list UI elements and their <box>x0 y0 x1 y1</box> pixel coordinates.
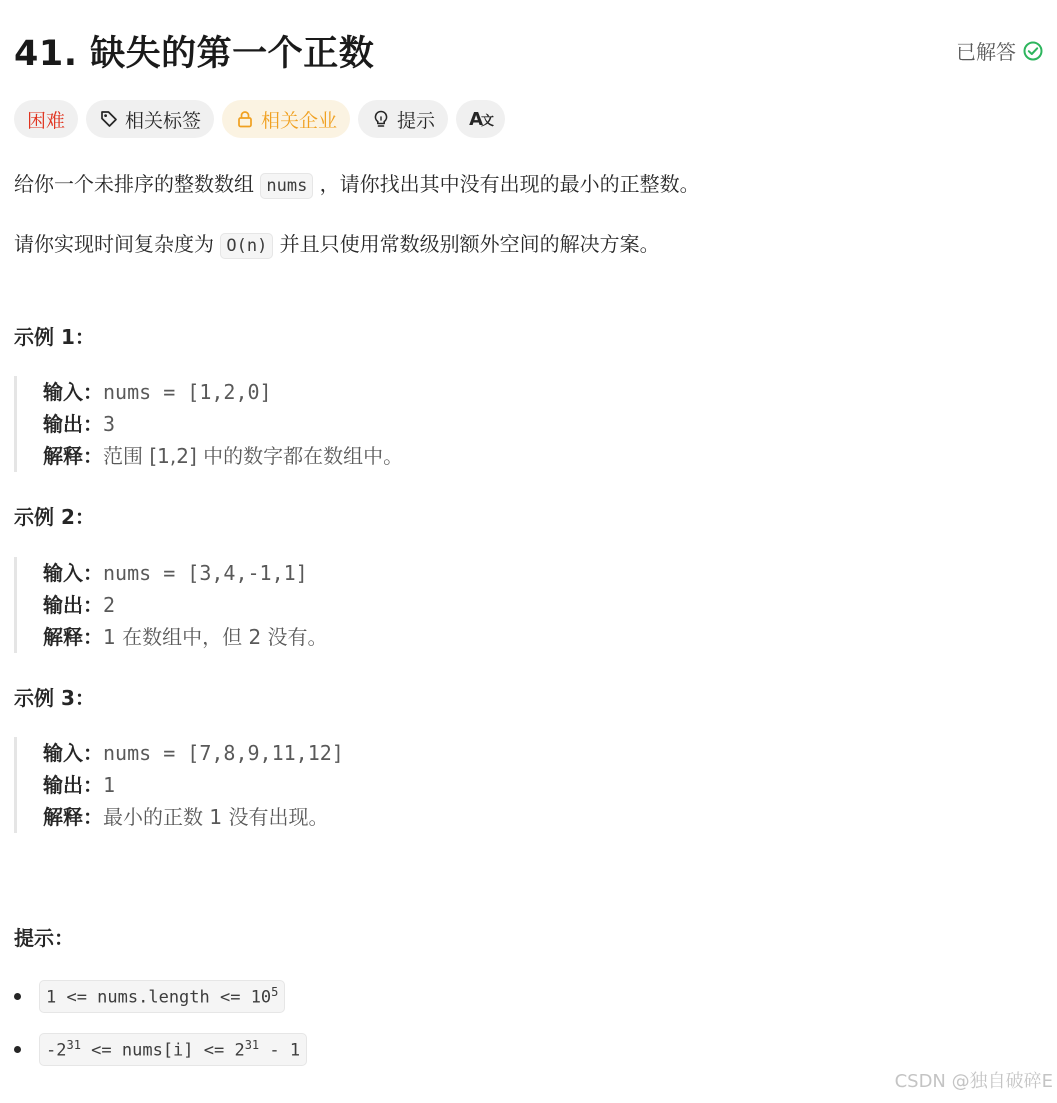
input-label: 输入： <box>43 561 103 585</box>
constraints-title: 提示： <box>14 926 74 950</box>
lock-icon <box>235 109 255 129</box>
bullet-icon <box>14 1046 21 1053</box>
solved-status <box>956 36 1044 65</box>
problem-title[interactable]: 41. 缺失的第一个正数 <box>14 34 375 74</box>
translate-label: A <box>469 108 481 130</box>
output-label: 输出： <box>43 412 103 436</box>
example-title: 示例 2： <box>14 505 95 529</box>
example-explanation-value: 1 在数组中，但 2 没有。 <box>103 625 328 649</box>
description-paragraph-2 <box>14 228 660 257</box>
description-text: 请你实现时间复杂度为 <box>14 232 214 256</box>
hint-button[interactable] <box>358 100 448 138</box>
example-explanation-row <box>43 621 943 653</box>
example-output-row <box>43 408 943 440</box>
bullet-icon <box>14 993 21 1000</box>
problem-description <box>14 0 1044 1061</box>
description-text: 并且只使用常数级别额外空间的解决方案。 <box>279 232 660 256</box>
example-input-value: nums = [3,4,-1,1] <box>103 561 308 585</box>
problem-header <box>14 0 1044 100</box>
constraint-exponent: 31 <box>66 1038 81 1052</box>
example-block <box>14 557 943 653</box>
inline-code: nums <box>260 173 313 199</box>
output-label: 输出： <box>43 773 103 797</box>
difficulty-badge <box>14 100 78 138</box>
example-input-value: nums = [1,2,0] <box>103 380 272 404</box>
example-input-value: nums = [7,8,9,11,12] <box>103 741 344 765</box>
example-input-row <box>43 737 943 769</box>
tag-bar <box>14 100 505 138</box>
example-output-value: 1 <box>103 773 116 797</box>
example-block <box>14 737 943 833</box>
explanation-label: 解释： <box>43 444 103 468</box>
check-circle-icon <box>1022 40 1044 62</box>
example-input-row <box>43 557 943 589</box>
topics-tag-label: 相关标签 <box>125 109 202 132</box>
constraint-text: - 1 <box>259 1040 301 1061</box>
explanation-label: 解释： <box>43 805 103 829</box>
constraint-code <box>39 980 285 1013</box>
constraint-item <box>14 980 285 1013</box>
constraint-exponent: 5 <box>271 985 279 999</box>
description-text: 给你一个未排序的整数数组 <box>14 172 254 196</box>
companies-tag-button[interactable] <box>222 100 350 138</box>
output-label: 输出： <box>43 593 103 617</box>
constraint-text: 1 <= nums.length <= 10 <box>46 987 272 1008</box>
translate-button[interactable] <box>456 100 505 138</box>
example-explanation-value: 范围 [1,2] 中的数字都在数组中。 <box>103 444 404 468</box>
topics-tag-button[interactable] <box>86 100 214 138</box>
constraint-code <box>39 1033 307 1066</box>
tag-icon <box>99 109 119 129</box>
constraint-text: <= nums[i] <= 2 <box>80 1040 245 1061</box>
explanation-label: 解释： <box>43 625 103 649</box>
example-title: 示例 3： <box>14 686 95 710</box>
example-explanation-value: 最小的正数 1 没有出现。 <box>103 805 329 829</box>
description-paragraph-1 <box>14 168 700 197</box>
lightbulb-icon <box>371 109 391 129</box>
companies-tag-label: 相关企业 <box>261 109 338 132</box>
input-label: 输入： <box>43 741 103 765</box>
example-output-row <box>43 769 943 801</box>
example-block <box>14 376 943 472</box>
hint-label: 提示 <box>397 109 436 132</box>
example-output-value: 3 <box>103 412 116 436</box>
example-output-row <box>43 589 943 621</box>
solved-status-label: 已解答 <box>956 40 1016 64</box>
example-explanation-row <box>43 440 943 472</box>
example-input-row <box>43 376 943 408</box>
constraint-exponent: 31 <box>244 1038 260 1052</box>
example-title: 示例 1： <box>14 325 95 349</box>
example-explanation-row <box>43 801 943 833</box>
constraint-item <box>14 1033 307 1066</box>
description-text: ，请你找出其中没有出现的最小的正整数。 <box>319 172 700 196</box>
example-output-value: 2 <box>103 593 116 617</box>
watermark: CSDN @独自破碎E <box>894 1071 1053 1092</box>
translate-icon: A文 <box>469 108 493 130</box>
constraint-text: -2 <box>46 1040 67 1061</box>
input-label: 输入： <box>43 380 103 404</box>
difficulty-label: 困难 <box>27 109 66 132</box>
inline-code: O(n) <box>220 233 273 259</box>
